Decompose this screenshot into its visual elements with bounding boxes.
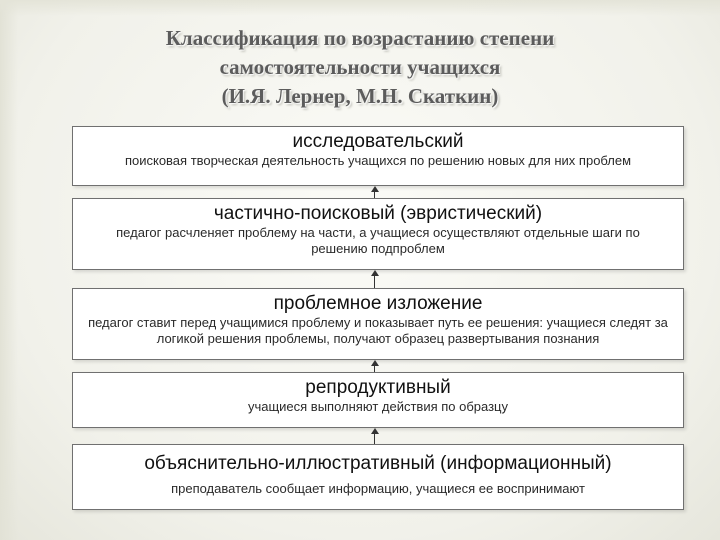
arrow-head [371, 270, 379, 276]
level-description: педагог расчленяет проблему на части, а учащиеся осуществляют отдельные шаги по решению подпроблем [116, 225, 640, 256]
arrow-shaft [374, 433, 375, 444]
level-description: педагог ставит перед учащимися проблему и показывает путь ее решения: учащиеся следят за логикой решения проблемы, получают образец развертывания познания [88, 315, 668, 346]
level-box-research [72, 126, 684, 186]
left-decor-strip [0, 0, 18, 540]
level-box-reproductive [72, 372, 684, 428]
level-name: частично-поисковый (эвристический) [213, 203, 543, 224]
arrow-head [371, 360, 379, 366]
arrow-shaft [374, 365, 375, 372]
title-line-1: Классификация по возрастанию степени [165, 26, 555, 50]
arrow-shaft [374, 191, 375, 198]
level-box-problem-presentation [72, 288, 684, 360]
level-box-explanatory [72, 444, 684, 510]
title-line-3: (И.Я. Лернер, М.Н. Скаткин) [221, 84, 499, 108]
level-name: исследовательский [292, 131, 464, 152]
up-arrow-icon [371, 270, 379, 288]
arrow-shaft [374, 275, 375, 288]
title-line-2: самостоятельности учащихся [219, 55, 501, 79]
slide-title [120, 24, 600, 111]
level-name: объяснительно-иллюстративный (информационный) [144, 453, 612, 474]
level-name: репродуктивный [305, 377, 451, 398]
level-box-partial-search [72, 198, 684, 270]
level-description: преподаватель сообщает информацию, учащиеся ее воспринимают [171, 481, 585, 496]
up-arrow-icon [371, 186, 379, 198]
level-description: учащиеся выполняют действия по образцу [247, 399, 509, 414]
up-arrow-icon [371, 428, 379, 444]
up-arrow-icon [371, 360, 379, 372]
arrow-head [371, 186, 379, 192]
level-description: поисковая творческая деятельность учащихся по решению новых для них проблем [124, 153, 632, 168]
arrow-head [371, 428, 379, 434]
top-decor-strip [0, 0, 720, 16]
level-name: проблемное изложение [273, 293, 483, 314]
